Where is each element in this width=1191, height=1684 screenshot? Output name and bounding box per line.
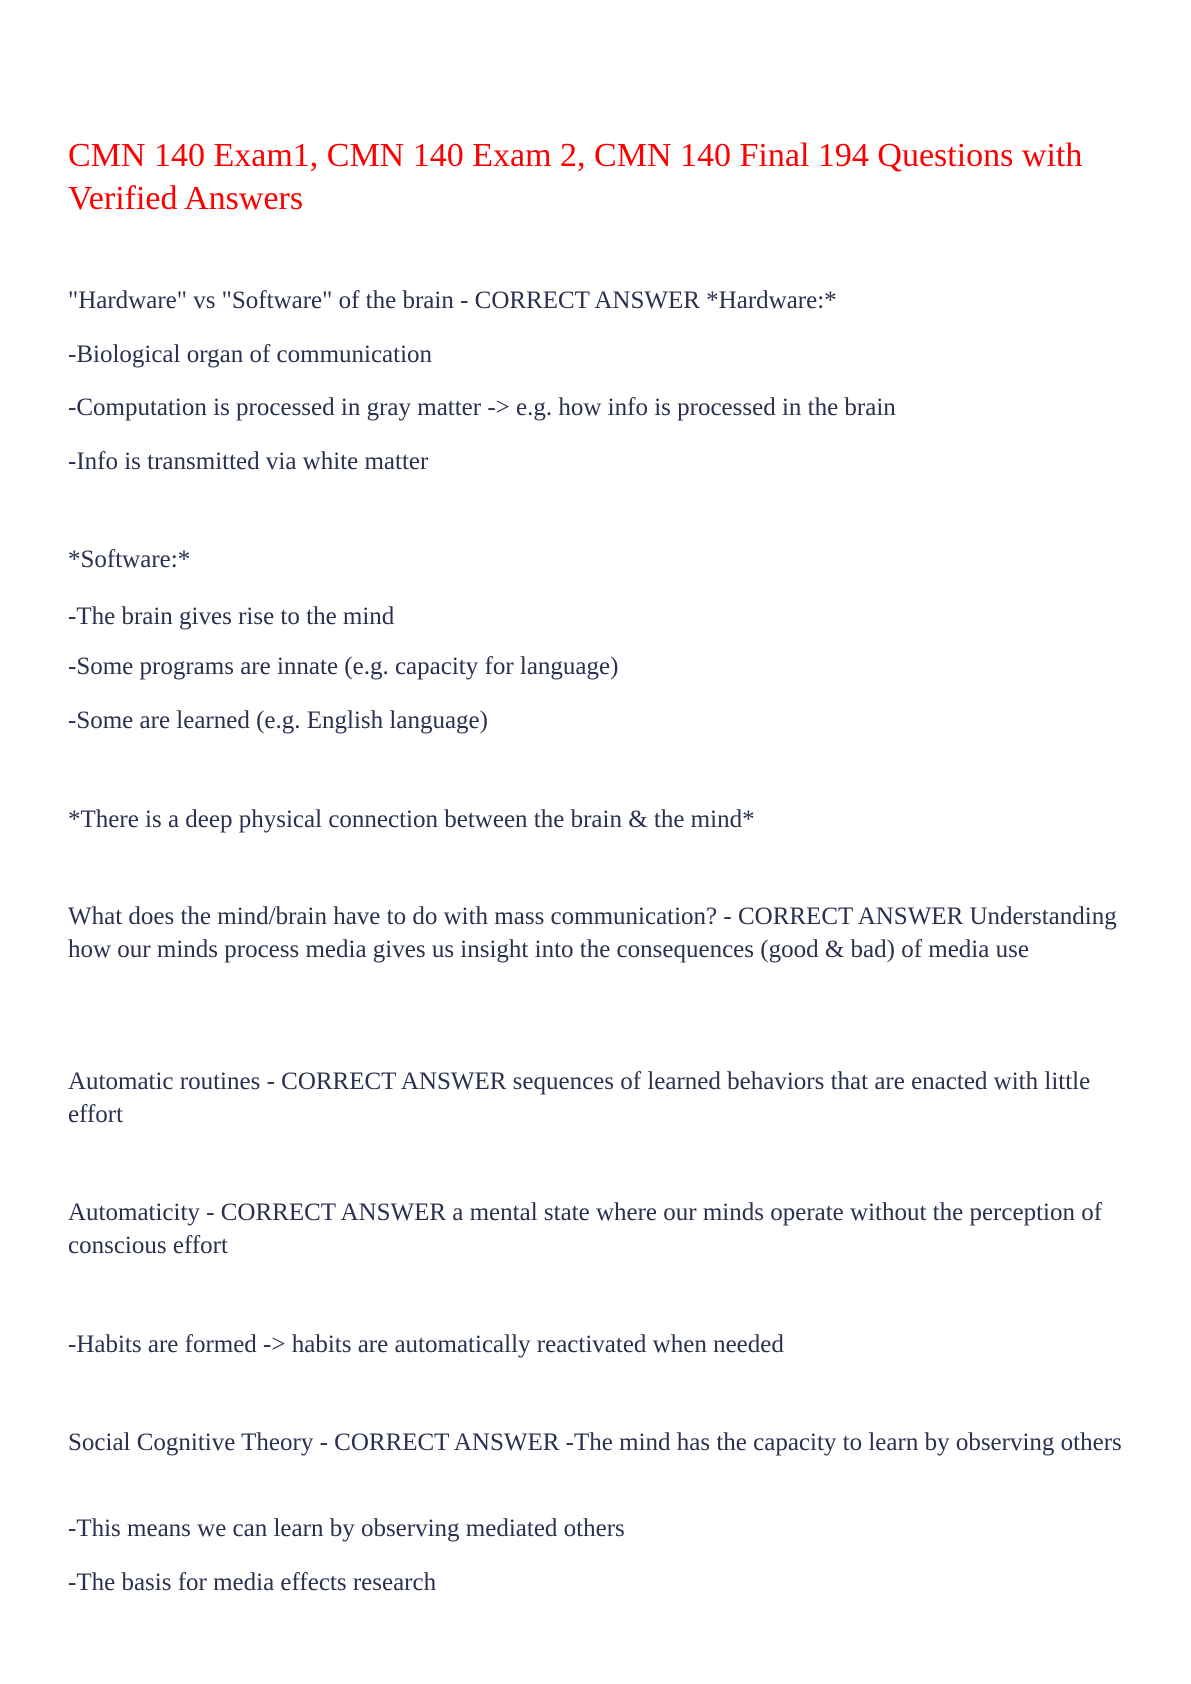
- question-paragraph: "Hardware" vs "Software" of the brain - CORRECT ANSWER *Hardware:*: [68, 287, 837, 314]
- answer-line: -The brain gives rise to the mind: [68, 603, 395, 630]
- answer-line: -The basis for media effects research: [68, 1569, 437, 1596]
- answer-line: -Biological organ of communication: [68, 341, 433, 368]
- answer-line: -Info is transmitted via white matter: [68, 448, 429, 475]
- answer-line: -Habits are formed -> habits are automatically reactivated when needed: [68, 1331, 784, 1358]
- question-paragraph: Automatic routines - CORRECT ANSWER sequences of learned behaviors that are enacted with little effort: [68, 1068, 1091, 1128]
- answer-line: -Computation is processed in gray matter -> e.g. how info is processed in the brain: [68, 394, 896, 421]
- question-paragraph: What does the mind/brain have to do with mass communication? - CORRECT ANSWER Understanding how our minds process media gives us insight into the consequences (good & bad) of media use: [68, 903, 1117, 963]
- document-title: CMN 140 Exam1, CMN 140 Exam 2, CMN 140 Final 194 Questions with Verified Answers: [68, 137, 1083, 217]
- answer-line: -This means we can learn by observing mediated others: [68, 1515, 625, 1542]
- answer-line: *There is a deep physical connection between the brain & the mind*: [68, 806, 755, 833]
- answer-line: *Software:*: [68, 546, 191, 573]
- answer-line: -Some programs are innate (e.g. capacity for language): [68, 653, 619, 680]
- question-paragraph: Social Cognitive Theory - CORRECT ANSWER -The mind has the capacity to learn by observing others: [68, 1429, 1122, 1456]
- answer-line: -Some are learned (e.g. English language): [68, 707, 488, 734]
- question-paragraph: Automaticity - CORRECT ANSWER a mental state where our minds operate without the perception of conscious effort: [68, 1199, 1103, 1259]
